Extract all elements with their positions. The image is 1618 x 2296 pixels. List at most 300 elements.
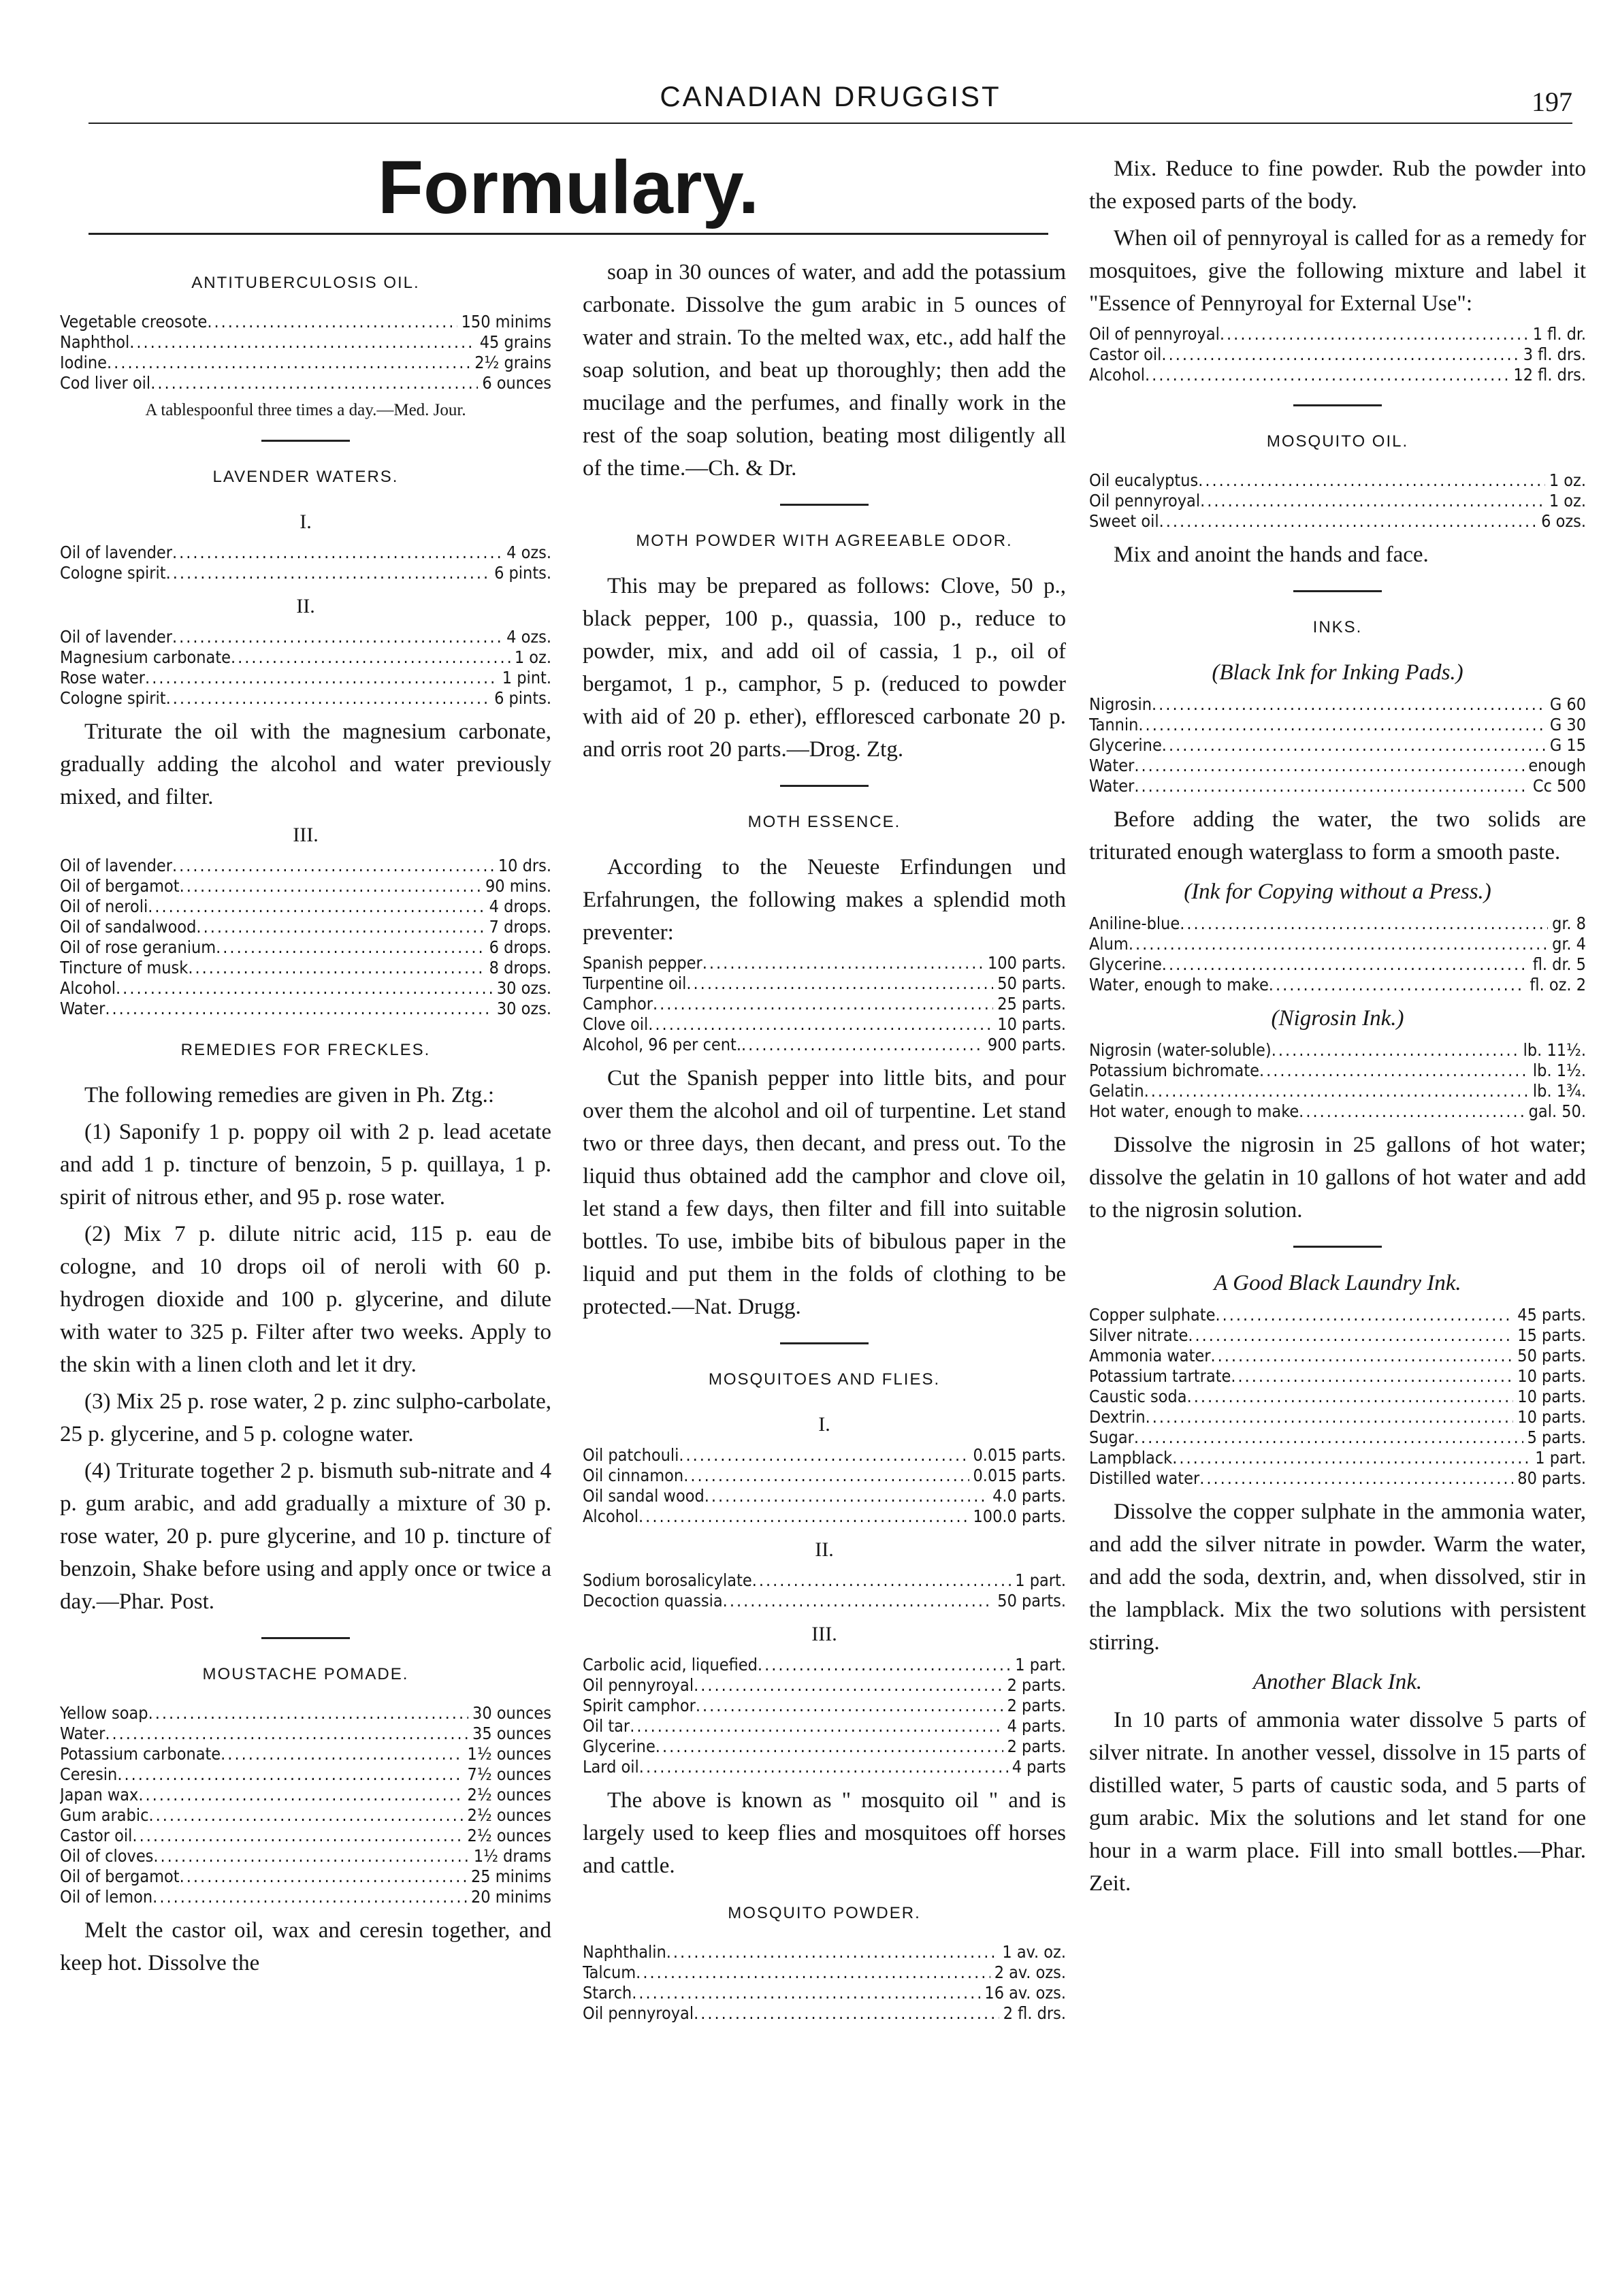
ingredient-quantity: 30 ozs. (496, 999, 551, 1018)
ingredient-name: Oil cinnamon (583, 1466, 684, 1485)
ingredient-quantity: 5 parts. (1527, 1427, 1586, 1447)
ingredient-name: Oil of lavender (60, 627, 172, 647)
body-paragraph: soap in 30 ounces of water, and add the potassium carbonate. Dissolve the gum arabic in 5 ounces of water and strain. To the melted wax, etc., add half the soap solution, and beat up thoroughly; then add the mucilage and the perfumes, and finally work in the rest of the soap solution, beating most diligently all of the time.—Ch. & Dr. (583, 260, 1066, 481)
ingredient-name: Oil of bergamot (60, 876, 180, 896)
leader-dots (166, 563, 491, 583)
leader-dots (1134, 756, 1524, 776)
page-header (88, 80, 1572, 121)
ingredient-name: Oil of sandalwood (60, 917, 197, 937)
ingredient-name: Water (1089, 776, 1135, 796)
leader-dots (1299, 1101, 1524, 1122)
leader-dots (216, 937, 485, 958)
ingredient-name: Distilled water (1089, 1468, 1200, 1488)
ingredient-quantity: 1 av. oz. (1002, 1942, 1066, 1962)
ingredient-quantity: 10 parts. (1517, 1407, 1586, 1427)
recipe-row (1089, 324, 1586, 344)
ingredient-name: Castor oil (1089, 344, 1162, 364)
ingredient-name: Alcohol (60, 978, 116, 998)
body-paragraph: Dissolve the nigrosin in 25 gallons of hot water; dissolve the gelatin in 10 gallons of hot water and add to the nigrosin solution. (1089, 1133, 1586, 1223)
section-separator (780, 785, 869, 787)
ingredient-quantity: 16 av. ozs. (984, 1983, 1066, 2003)
recipe-row (60, 353, 551, 373)
recipe-list (1089, 694, 1586, 796)
ingredient-quantity: Cc 500 (1532, 776, 1586, 796)
recipe-row (583, 953, 1066, 973)
ingredient-name: Aniline-blue (1089, 913, 1180, 933)
leader-dots (630, 1716, 1003, 1736)
subsection-number: II. (296, 595, 315, 617)
ingredient-quantity: 1 pint. (502, 668, 551, 688)
ingredient-quantity: 100.0 parts. (973, 1506, 1066, 1526)
ingredient-name: Dextrin (1089, 1407, 1146, 1427)
recipe-row (60, 373, 551, 393)
leader-dots (1129, 934, 1548, 954)
ingredient-quantity: enough (1528, 756, 1586, 775)
recipe-row (583, 2003, 1066, 2024)
ingredient-name: Oil tar (583, 1716, 630, 1736)
ingredient-quantity: 7½ ounces (467, 1764, 551, 1784)
leader-dots (1159, 511, 1538, 532)
recipe-row (583, 1570, 1066, 1591)
recipe-row (583, 1014, 1066, 1035)
recipe-row (1089, 470, 1586, 491)
ingredient-name: Rose water (60, 668, 146, 688)
ingredient-quantity: 3 fl. drs. (1523, 344, 1586, 364)
italic-heading: Another Black Ink. (1252, 1670, 1423, 1694)
ingredient-name: Nigrosin (water-soluble) (1089, 1040, 1272, 1060)
recipe-row (583, 1983, 1066, 2003)
recipe-list (60, 856, 551, 1019)
leader-dots (1199, 1468, 1513, 1489)
body-paragraph: Dissolve the copper sulphate in the ammonia water, and add the silver nitrate in powder. Warm the water, and add the soda, dextrin, and, when dissolved, stir in the lampblack. Mix the two solutions with persistent stirring. (1089, 1500, 1586, 1655)
leader-dots (180, 1866, 467, 1887)
ingredient-name: Alcohol (583, 1506, 639, 1526)
leader-dots (172, 543, 502, 563)
running-title: CANADIAN DRUGGIST (660, 80, 1001, 112)
ingredient-name: Oil pennyroyal (583, 1675, 694, 1695)
recipe-row (60, 1764, 551, 1785)
ingredient-name: Glycerine (1089, 954, 1162, 974)
ingredient-name: Cod liver oil (60, 373, 151, 393)
ingredient-quantity: 4 drops. (489, 896, 551, 916)
ingredient-name: Silver nitrate (1089, 1325, 1188, 1345)
recipe-row (583, 1962, 1066, 1983)
leader-dots (1138, 715, 1545, 735)
body-paragraph: The following remedies are given in Ph. Ztg.: (84, 1083, 495, 1107)
recipe-list (1089, 1040, 1586, 1122)
recipe-note: A tablespoonful three times a day.—Med. Jour. (145, 401, 466, 419)
recipe-row (1089, 1448, 1586, 1468)
section-heading: INKS. (1312, 618, 1363, 636)
ingredient-quantity: 2½ ounces (467, 1785, 551, 1805)
ingredient-quantity: 90 mins. (485, 876, 551, 896)
section-separator (780, 504, 869, 506)
leader-dots (653, 994, 993, 1014)
ingredient-quantity: 900 parts. (987, 1035, 1066, 1054)
body-paragraph: According to the Neueste Erfindungen und Erfahrungen, the following makes a splendid moth preventer: (583, 855, 1066, 945)
ingredient-quantity: 1 part. (1015, 1655, 1066, 1675)
recipe-row (1089, 913, 1586, 934)
recipe-row (1089, 491, 1586, 511)
recipe-row (60, 627, 551, 647)
body-paragraph: (4) Triturate together 2 p. bismuth sub-nitrate and 4 p. gum arabic, and add gradually a mixture of 30 p. rose water, 20 p. pure glycerine, and 10 p. tincture of benzoin, Shake before using and apply once or twice a day.—Phar. Post. (60, 1459, 551, 1614)
ingredient-name: Alum (1089, 934, 1129, 954)
recipe-row (1089, 1468, 1586, 1489)
leader-dots (117, 1764, 463, 1785)
body-paragraph: Triturate the oil with the magnesium carbonate, gradually adding the alcohol and water previously mixed, and filter. (60, 719, 551, 809)
recipe-row (60, 332, 551, 353)
ingredient-quantity: 2 av. ozs. (994, 1962, 1066, 1982)
recipe-row (583, 1506, 1066, 1527)
ingredient-name: Hot water, enough to make (1089, 1101, 1299, 1121)
body-paragraph: When oil of pennyroyal is called for as a remedy for mosquitoes, give the following mixture and label it "Essence of Pennyroyal for External Use": (1089, 226, 1586, 316)
ingredient-quantity: G 15 (1549, 735, 1586, 755)
body-paragraph: (3) Mix 25 p. rose water, 2 p. zinc sulpho-carbolate, 25 p. glycerine, and 5 p. cologne water. (60, 1389, 551, 1446)
ingredient-name: Oil of cloves (60, 1846, 154, 1866)
ingredient-quantity: 2 fl. drs. (1003, 2003, 1066, 2023)
leader-dots (705, 1486, 988, 1506)
ingredient-name: Oil of lemon (60, 1887, 153, 1907)
ingredient-quantity: gr. 4 (1552, 934, 1586, 954)
ingredient-quantity: lb. 1¾. (1532, 1081, 1586, 1101)
body-paragraph: Before adding the water, the two solids are triturated enough waterglass to form a smooth paste. (1089, 807, 1586, 864)
recipe-row (60, 978, 551, 999)
ingredient-quantity: 2½ grains (474, 353, 551, 372)
ingredient-quantity: 6 ounces (482, 373, 551, 393)
ingredient-name: Oil sandal wood (583, 1486, 705, 1506)
ingredient-quantity: 50 parts. (997, 1591, 1066, 1611)
leader-dots (150, 373, 478, 393)
title-rule (88, 233, 1048, 235)
subsection-number: III. (811, 1623, 837, 1645)
body-paragraph: Mix. Reduce to fine powder. Rub the powder into the exposed parts of the body. (1089, 157, 1586, 214)
recipe-row (1089, 1427, 1586, 1448)
ingredient-name: Sugar (1089, 1427, 1134, 1447)
leader-dots (145, 668, 498, 688)
body-paragraph: This may be prepared as follows: Clove, 50 p., black pepper, 100 p., quassia, 100 p., reduce to powder, mix, and add oil of cassia, 1 p., oil of bergamot, 1 p., camphor, 5 p. (reduced to powder with aid of 20 p. ether), effloresced carbonate 20 p. and orris root 20 parts.—Drog. Ztg. (583, 574, 1066, 762)
section-separator (1293, 590, 1382, 592)
section-separator (261, 440, 350, 442)
recipe-row (1089, 1081, 1586, 1101)
ingredient-name: Water (60, 1724, 106, 1743)
ingredient-name: Tannin (1089, 715, 1139, 734)
ingredient-quantity: 45 grains (479, 332, 551, 352)
ingredient-name: Tincture of musk (60, 958, 189, 977)
leader-dots (632, 1983, 980, 2003)
ingredient-name: Oil pennyroyal (583, 2003, 694, 2023)
leader-dots (148, 1805, 463, 1826)
recipe-row (60, 896, 551, 917)
recipe-row (1089, 735, 1586, 756)
recipe-row (1089, 1101, 1586, 1122)
recipe-list (60, 543, 551, 583)
ingredient-name: Starch (583, 1983, 632, 2003)
ingredient-name: Castor oil (60, 1826, 133, 1845)
leader-dots (166, 688, 491, 709)
ingredient-name: Glycerine (1089, 735, 1162, 755)
ingredient-name: Potassium tartrate (1089, 1366, 1231, 1386)
recipe-row (583, 1736, 1066, 1757)
leader-dots (1188, 1325, 1513, 1346)
ingredient-quantity: 2½ ounces (467, 1805, 551, 1825)
subsection-number: II. (815, 1538, 834, 1561)
leader-dots (1198, 470, 1545, 491)
leader-dots (1134, 776, 1529, 796)
recipe-row (583, 1591, 1066, 1611)
ingredient-quantity: 4 ozs. (506, 627, 551, 647)
section-heading: MOTH POWDER WITH AGREEABLE ODOR. (636, 532, 1013, 550)
ingredient-name: Spanish pepper (583, 953, 702, 973)
ingredient-quantity: 10 drs. (498, 856, 551, 875)
ingredient-name: Magnesium carbonate (60, 647, 231, 667)
ingredient-quantity: 1 fl. dr. (1532, 324, 1586, 344)
section-heading: MOTH ESSENCE. (747, 813, 901, 831)
ingredient-quantity: 50 parts. (997, 973, 1066, 993)
leader-dots (1146, 1407, 1514, 1427)
section-heading: REMEDIES FOR FRECKLES. (180, 1041, 431, 1059)
recipe-row (60, 1846, 551, 1866)
body-paragraph: Melt the castor oil, wax and ceresin together, and keep hot. Dissolve the (60, 1918, 551, 1975)
leader-dots (679, 1445, 969, 1466)
leader-dots (1172, 1448, 1531, 1468)
italic-heading: (Black Ink for Inking Pads.) (1212, 660, 1463, 685)
leader-dots (152, 1887, 467, 1907)
ingredient-quantity: 2 parts. (1007, 1675, 1066, 1695)
body-paragraph: The above is known as " mosquito oil " and is largely used to keep flies and mosquitoes off horses and cattle. (583, 1788, 1066, 1878)
ingredient-name: Cologne spirit (60, 563, 166, 583)
leader-dots (648, 1014, 993, 1035)
ingredient-name: Copper sulphate (1089, 1305, 1216, 1325)
leader-dots (148, 896, 485, 917)
italic-heading: (Ink for Copying without a Press.) (1184, 879, 1491, 904)
ingredient-quantity: 30 ozs. (496, 978, 551, 998)
recipe-list (583, 1942, 1066, 2024)
leader-dots (172, 627, 502, 647)
leader-dots (741, 1035, 984, 1055)
page-title: Formulary. (377, 146, 760, 229)
subsection-number: III. (293, 824, 319, 846)
recipe-row (583, 1035, 1066, 1055)
ingredient-name: Water, enough to make (1089, 975, 1269, 995)
ingredient-quantity: 80 parts. (1517, 1468, 1586, 1488)
leader-dots (638, 1506, 969, 1527)
recipe-row (1089, 1040, 1586, 1061)
ingredient-quantity: 1½ ounces (467, 1744, 551, 1764)
ingredient-name: Oil of rose geranium (60, 937, 216, 957)
italic-heading: (Nigrosin Ink.) (1271, 1006, 1404, 1031)
ingredient-name: Ceresin (60, 1764, 118, 1784)
recipe-row (1089, 511, 1586, 532)
recipe-row (583, 1757, 1066, 1777)
ingredient-quantity: 10 parts. (1517, 1366, 1586, 1386)
leader-dots (1231, 1366, 1513, 1387)
leader-dots (1272, 1040, 1519, 1061)
recipe-row (583, 1716, 1066, 1736)
recipe-list (1089, 913, 1586, 995)
section-separator (1293, 1246, 1382, 1248)
ingredient-quantity: G 60 (1549, 694, 1586, 714)
leader-dots (1162, 954, 1529, 975)
leader-dots (1269, 975, 1526, 995)
recipe-row (60, 1724, 551, 1744)
ingredient-name: Water (60, 999, 106, 1018)
column-2 (583, 252, 1066, 2031)
recipe-row (583, 1942, 1066, 1962)
ingredient-name: Oil pennyroyal (1089, 491, 1201, 511)
ingredient-quantity: 15 parts. (1517, 1325, 1586, 1345)
ingredient-name: Alcohol (1089, 365, 1146, 385)
leader-dots (694, 1675, 1003, 1696)
ingredient-name: Caustic soda (1089, 1387, 1187, 1406)
recipe-row (1089, 934, 1586, 954)
recipe-row (60, 937, 551, 958)
ingredient-quantity: 4.0 parts. (992, 1486, 1066, 1506)
recipe-row (1089, 954, 1586, 975)
ingredient-name: Potassium carbonate (60, 1744, 221, 1764)
recipe-list (583, 1655, 1066, 1777)
body-paragraph: Cut the Spanish pepper into little bits, and pour over them the alcohol and oil of turpentine. Let stand two or three days, then decant, and press out. To the liquid thus obtained add the camphor and clove oil, let stand a few days, then filter and fill into suitable bottles. To use, imbibe bits of bibulous paper in the liquid and put them in the folds of clothing to be protected.—Nat. Drugg. (583, 1066, 1066, 1319)
ingredient-quantity: 50 parts. (1517, 1346, 1586, 1365)
ingredient-quantity: 4 parts (1012, 1757, 1066, 1777)
ingredient-quantity: 6 pints. (494, 688, 551, 708)
leader-dots (1144, 1081, 1529, 1101)
leader-dots (636, 1962, 990, 1983)
section-heading: ANTITUBERCULOSIS OIL. (191, 274, 420, 292)
leader-dots (723, 1591, 994, 1611)
recipe-row (60, 543, 551, 563)
leader-dots (207, 312, 457, 332)
leader-dots (196, 917, 485, 937)
ingredient-quantity: 1 part. (1015, 1570, 1066, 1590)
ingredient-name: Naphthalin (583, 1942, 666, 1962)
leader-dots (1220, 324, 1529, 344)
recipe-row (1089, 1387, 1586, 1407)
section-separator (1293, 404, 1382, 406)
ingredient-quantity: 2 parts. (1007, 1696, 1066, 1715)
ingredient-quantity: 1½ drams (473, 1846, 551, 1866)
ingredient-quantity: 12 fl. drs. (1513, 365, 1586, 385)
recipe-row (60, 1866, 551, 1887)
recipe-row (1089, 776, 1586, 796)
header-rule (88, 123, 1572, 124)
ingredient-quantity: 4 ozs. (506, 543, 551, 562)
ingredient-name: Water (1089, 756, 1135, 775)
recipe-row (1089, 1366, 1586, 1387)
ingredient-name: Alcohol, 96 per cent. (583, 1035, 741, 1054)
recipe-row (60, 668, 551, 688)
ingredient-name: Oil of lavender (60, 543, 172, 562)
recipe-list (583, 953, 1066, 1055)
column-3 (1089, 148, 1586, 1904)
leader-dots (1161, 344, 1519, 365)
leader-dots (686, 973, 993, 994)
leader-dots (105, 999, 492, 1019)
ingredient-quantity: 2½ ounces (467, 1826, 551, 1845)
ingredient-quantity: 150 minims (461, 312, 551, 332)
leader-dots (1200, 491, 1545, 511)
page-number: 197 (1532, 86, 1572, 117)
recipe-row (1089, 1346, 1586, 1366)
ingredient-quantity: 0.015 parts. (973, 1466, 1066, 1485)
leader-dots (656, 1736, 1003, 1757)
leader-dots (1210, 1346, 1513, 1366)
recipe-row (60, 312, 551, 332)
ingredient-quantity: fl. dr. 5 (1532, 954, 1586, 974)
recipe-list (583, 1445, 1066, 1527)
ingredient-quantity: 6 ozs. (1541, 511, 1586, 531)
ingredient-quantity: 1 oz. (514, 647, 551, 667)
ingredient-quantity: 4 parts. (1007, 1716, 1066, 1736)
section-separator (261, 1637, 350, 1639)
ingredient-quantity: 6 drops. (489, 937, 551, 957)
ingredient-name: Camphor (583, 994, 653, 1014)
ingredient-name: Oil eucalyptus (1089, 470, 1199, 490)
leader-dots (1145, 365, 1509, 385)
recipe-row (60, 1805, 551, 1826)
ingredient-quantity: 6 pints. (494, 563, 551, 583)
section-heading: MOSQUITOES AND FLIES. (708, 1370, 941, 1389)
recipe-list (1089, 470, 1586, 532)
ingredient-quantity: 25 minims (470, 1866, 551, 1886)
recipe-row (60, 856, 551, 876)
recipe-row (60, 999, 551, 1019)
leader-dots (1180, 913, 1548, 934)
ingredient-quantity: G 30 (1549, 715, 1586, 734)
ingredient-quantity: 1 part. (1535, 1448, 1586, 1468)
ingredient-name: Turpentine oil (583, 973, 687, 993)
ingredient-quantity: fl. oz. 2 (1530, 975, 1586, 995)
leader-dots (138, 1785, 463, 1805)
leader-dots (148, 1703, 468, 1724)
recipe-row (583, 1486, 1066, 1506)
ingredient-name: Sweet oil (1089, 511, 1159, 531)
recipe-row (583, 1655, 1066, 1675)
ingredient-quantity: lb. 1½. (1532, 1061, 1586, 1080)
ingredient-name: Lampblack (1089, 1448, 1173, 1468)
leader-dots (132, 1826, 463, 1846)
ingredient-name: Yellow soap (60, 1703, 148, 1723)
section-heading: MOSQUITO OIL. (1266, 432, 1409, 451)
leader-dots (107, 353, 470, 373)
recipe-row (583, 1466, 1066, 1486)
recipe-row (583, 1675, 1066, 1696)
body-paragraph: Mix and anoint the hands and face. (1114, 543, 1429, 567)
recipe-row (1089, 1325, 1586, 1346)
ingredient-quantity: 100 parts. (987, 953, 1066, 973)
leader-dots (1187, 1387, 1514, 1407)
ingredient-quantity: 1 oz. (1549, 491, 1586, 511)
recipe-row (60, 1703, 551, 1724)
ingredient-quantity: gr. 8 (1552, 913, 1586, 933)
recipe-list (1089, 1305, 1586, 1489)
section-heading: MOUSTACHE POMADE. (202, 1665, 409, 1683)
ingredient-name: Nigrosin (1089, 694, 1152, 714)
ingredient-quantity: 0.015 parts. (973, 1445, 1066, 1465)
recipe-row (583, 973, 1066, 994)
ingredient-quantity: 20 minims (470, 1887, 551, 1907)
recipe-row (60, 1785, 551, 1805)
recipe-row (60, 647, 551, 668)
section-heading: MOSQUITO POWDER. (728, 1904, 921, 1922)
ingredient-name: Oil of neroli (60, 896, 148, 916)
leader-dots (1259, 1061, 1529, 1081)
recipe-row (60, 688, 551, 709)
ingredient-quantity: 10 parts. (997, 1014, 1066, 1034)
ingredient-name: Ammonia water (1089, 1346, 1211, 1365)
subsection-number: I. (818, 1413, 830, 1436)
recipe-row (1089, 975, 1586, 995)
ingredient-quantity: 45 parts. (1517, 1305, 1586, 1325)
